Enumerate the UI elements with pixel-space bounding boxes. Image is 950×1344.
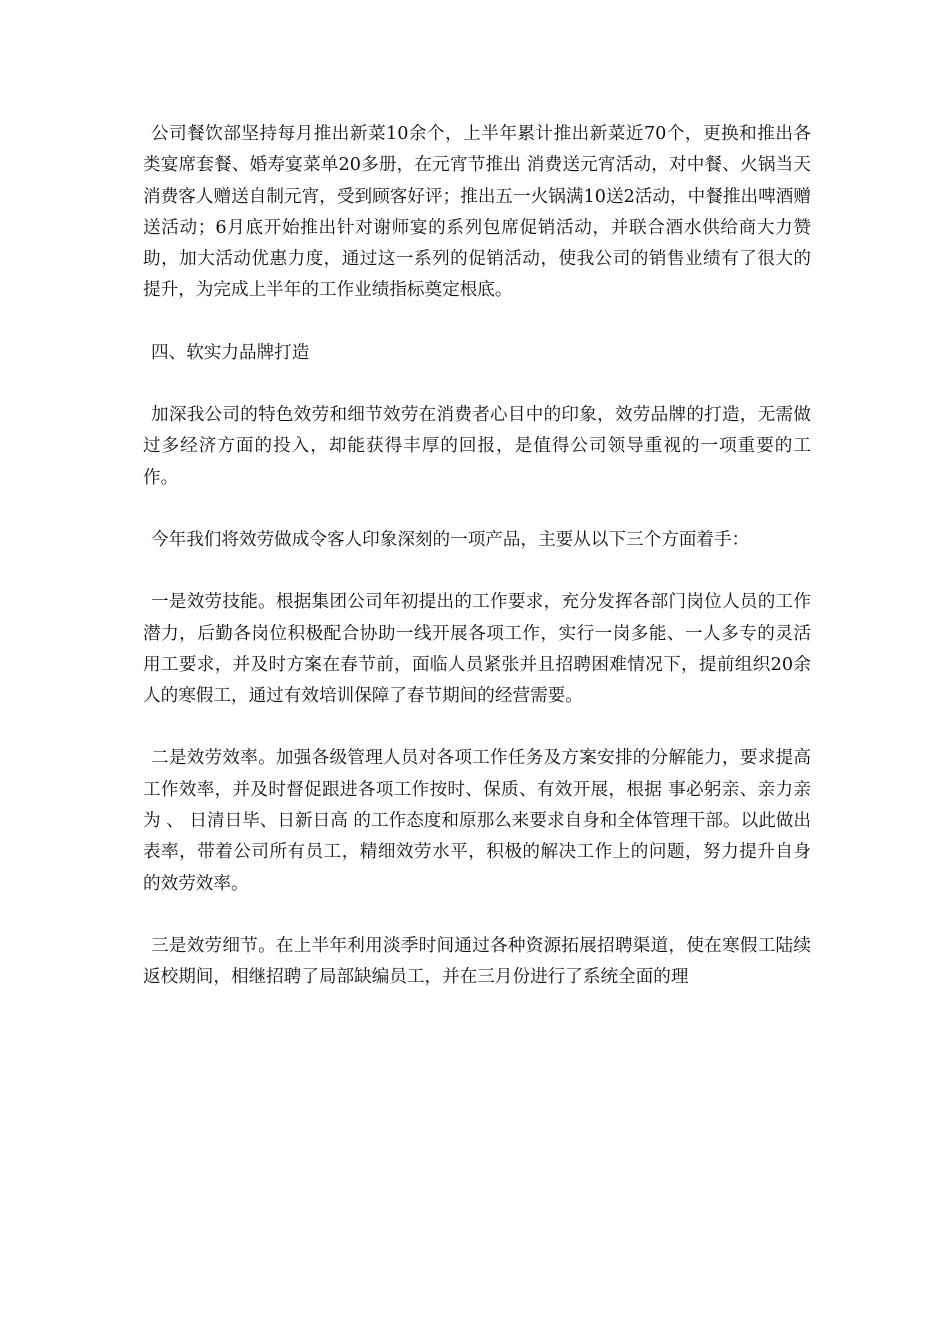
- paragraph-service-details: 三是效劳细节。在上半年利用淡季时间通过各种资源拓展招聘渠道，使在寒假工陆续返校期间，相继招聘了局部缺编员工，并在三月份进行了系统全面的理: [143, 935, 811, 988]
- paragraph-three-aspects: 今年我们将效劳做成令客人印象深刻的一项产品，主要从以下三个方面着手：: [151, 529, 750, 550]
- paragraph-promotions: 公司餐饮部坚持每月推出新菜10余个，上半年累计推出新菜近70个，更换和推出各类宴席套餐、婚寿宴菜单20多册，在元宵节推出 消费送元宵活动，对中餐、火锅当天消费客人赠送自制元宵，受到顾客好评；推出五一火锅满10送2活动，中餐推出啤酒赠送活动；6月底开始推出针对谢师宴的系列包席促销活动，并联合酒水供给商大力赞助，加大活动优惠力度，通过这一系列的促销活动，使我公司的销售业绩有了很大的提升，为完成上半年的工作业绩指标奠定根底。: [143, 124, 811, 301]
- document-page: [143, 119, 811, 1025]
- section-heading-brand: 四、软实力品牌打造: [151, 342, 310, 363]
- paragraph-service-efficiency: 二是效劳效率。加强各级管理人员对各项工作任务及方案安排的分解能力，要求提高工作效率，并及时督促跟进各项工作按时、保质、有效开展，根据 事必躬亲、亲力亲为 、 日清日毕、日新日高 的工作态度和原那么来要求自身和全体管理干部。以此做出表率，带着公司所有员工，精细效劳水平，积极的解决工作上的问题，努力提升自身的效劳效率。: [143, 748, 811, 894]
- paragraph-service-skills: 一是效劳技能。根据集团公司年初提出的工作要求，充分发挥各部门岗位人员的工作潜力，后勤各岗位积极配合协助一线开展各项工作，实行一岗多能、一人多专的灵活用工要求，并及时方案在春节前，面临人员紧张并且招聘困难情况下，提前组织20余人的寒假工，通过有效培训保障了春节期间的经营需要。: [143, 592, 811, 707]
- paragraph-brand-intro: 加深我公司的特色效劳和细节效劳在消费者心目中的印象，效劳品牌的打造，无需做过多经济方面的投入，却能获得丰厚的回报，是值得公司领导重视的一项重要的工作。: [143, 405, 811, 488]
